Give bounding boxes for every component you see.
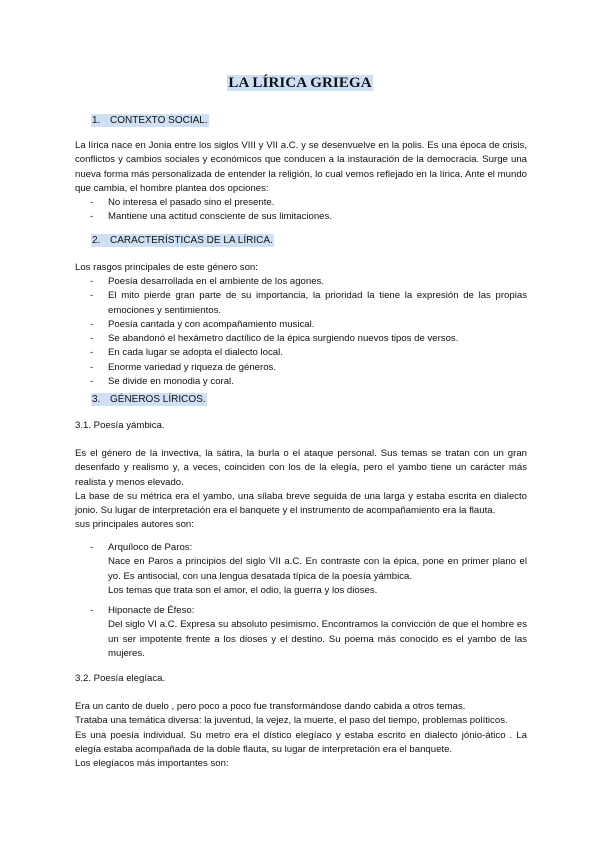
context-text: La lírica nace en Jonia entre los siglos VIII y VII a.C. y se desenvuelve en la polis. Es una época de crisis, conflictos y cambios sociales y económicos que conducen a la instauración de la democracia. Surge una nueva forma más personalizada de entender la religión, lo cual vemos reflejado en la lírica. Ante el mundo que cambia, el hombre plantea dos opciones: <box>75 140 527 194</box>
document-title: LA LÍRICA GRIEGA <box>228 75 372 91</box>
list-item: - Se abandonó el hexámetro dactílico de la épica surgiendo nuevos tipos de versos. <box>90 333 459 345</box>
list-item: - Enorme variedad y riqueza de géneros. <box>90 361 276 373</box>
author-name: Arquíloco de Paros: <box>108 542 193 553</box>
title-container <box>0 74 600 92</box>
section-heading-characteristics <box>91 235 274 246</box>
section-number: 1. <box>92 115 101 126</box>
section-label: GÉNEROS LÍRICOS. <box>110 394 206 405</box>
list-item: - El mito pierde gran parte de su importancia, la prioridad la tiene la expresión de las propias emociones y sentimientos. <box>90 290 527 316</box>
characteristics-intro-text: Los rasgos principales de este género son: <box>75 262 258 273</box>
section-heading-context <box>91 115 209 126</box>
author-hiponacte: - Hiponacte de Éfeso: Del siglo VI a.C. Expresa su absoluto pesimismo. Encontramos la convicción de que el hombre es un ser impotente frente a los dioses y el destino. Su poema más conocido es el yambo de las mujeres. <box>90 604 527 661</box>
author-arquiloco: - Arquíloco de Paros: Nace en Paros a principios del siglo VII a.C. En contraste con la épica, pone en primer plano el yo. Es antisocial, con una lengua desatada típica de la poesía yámbica. Los temas que trata son el amor, el odio, la guerra y los dioses. <box>90 541 527 598</box>
section-label: CONTEXTO SOCIAL. <box>110 115 208 126</box>
section-number: 2. <box>92 235 101 246</box>
list-item: - En cada lugar se adopta el dialecto local. <box>90 347 283 359</box>
yambica-paragraphs <box>75 447 527 533</box>
list-item: - Poesía desarrollada en el ambiente de los agones. <box>90 276 325 287</box>
elegiaca-paragraphs <box>75 700 527 771</box>
section-number: 3. <box>92 394 101 405</box>
subheading-yambica: 3.1. Poesía yámbica. <box>75 420 165 431</box>
author-description: Los temas que trata son el amor, el odio, la guerra y los dioses. <box>108 584 378 596</box>
elegiaca-text: Los elegíacos más importantes son: <box>75 758 229 770</box>
characteristics-intro <box>75 261 527 275</box>
section-heading-genres <box>91 394 207 405</box>
elegiaca-text: Trataba una temática diversa: la juventud, la vejez, la muerte, el paso del tiempo, problemas políticos. <box>75 715 508 727</box>
section-label: CARACTERÍSTICAS DE LA LÍRICA. <box>110 235 273 246</box>
list-item: - Poesía cantada y con acompañamiento musical. <box>90 318 315 330</box>
yambica-text-3: sus principales autores son: <box>75 519 194 531</box>
context-options-list <box>90 196 527 225</box>
list-item: - No interesa el pasado sino el presente. <box>90 197 275 208</box>
list-item: - Mantiene una actitud consciente de sus limitaciones. <box>90 211 332 223</box>
characteristics-list <box>90 275 527 389</box>
author-description: Del siglo VI a.C. Expresa su absoluto pesimismo. Encontramos la convicción de que el hombre es un ser impotente frente a los dioses y el destino. Su poema más conocido es el yambo de las mujeres. <box>108 619 527 659</box>
author-description: Nace en Paros a principios del siglo VII a.C. En contraste con la épica, pone en primer plano el yo. Es antisocial, con una lengua desatada típica de la poesía yámbica. <box>108 556 527 582</box>
list-item: - Se divide en monodia y coral. <box>90 376 234 388</box>
elegiaca-text: Era un canto de duelo , pero poco a poco fue transformándose dando cabida a otros temas. <box>75 701 466 712</box>
elegiaca-text: Es una poesía individual. Su metro era el dístico elegíaco y estaba escrito en dialecto jónio-ático . La elegía estaba acompañada de la doble flauta, su lugar de interpretación era el banquete. <box>75 729 527 755</box>
yambica-text-2: La base de su métrica era el yambo, una sílaba breve seguida de una larga y estaba escrita en dialecto jonio. Su lugar de interpretación era el banquete y el instrumento de acompañamiento era la flauta. <box>75 490 527 517</box>
context-paragraph <box>75 139 527 196</box>
author-name: Hiponacte de Éfeso: <box>108 605 195 616</box>
yambica-text-1: Es el género de la invectiva, la sátira, la burla o el ataque personal. Sus temas se tratan con un gran desenfado y realismo y, a veces, coinciden con los de la elegía, pero el yambo tiene un carácter más realista y menos elevado. <box>75 448 527 488</box>
subheading-elegiaca: 3.2. Poesía elegíaca. <box>75 673 166 684</box>
